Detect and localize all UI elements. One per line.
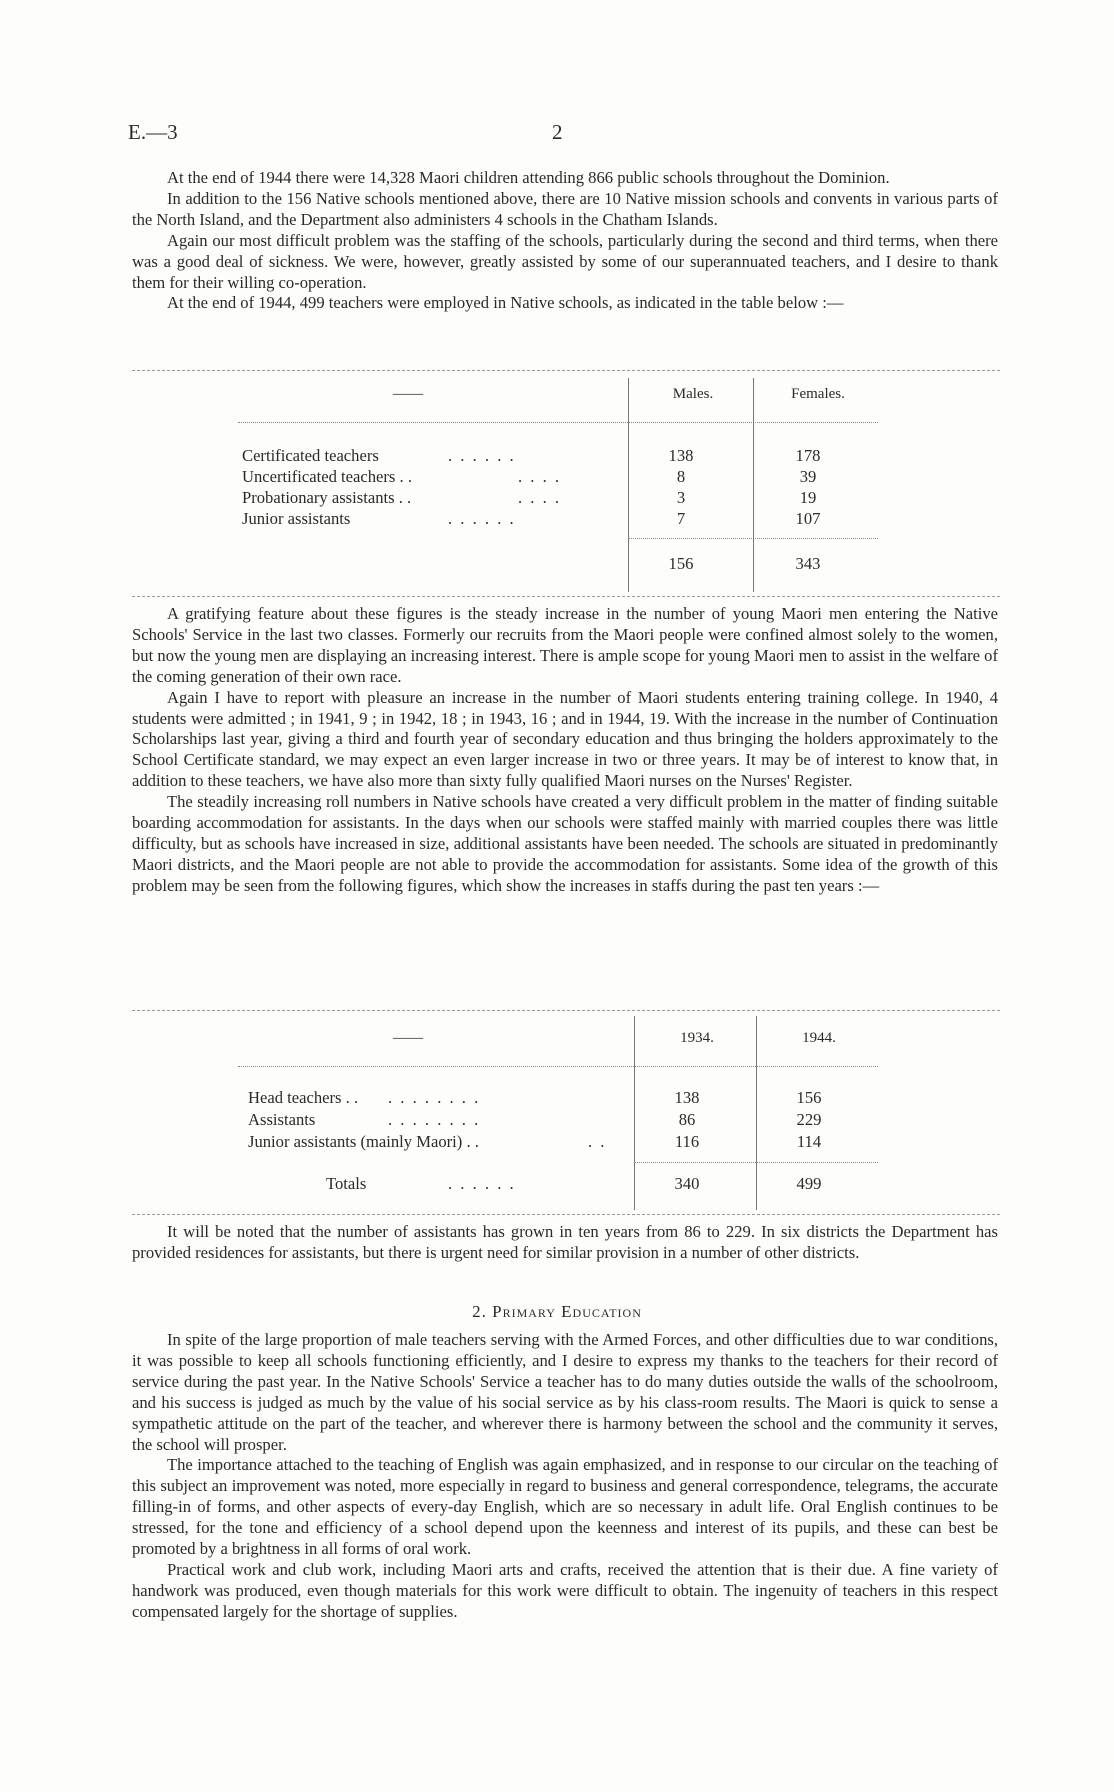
table-bottom-rule xyxy=(132,596,1000,597)
column-header-1944: 1944. xyxy=(802,1030,836,1046)
section-number: 2. xyxy=(472,1302,487,1321)
paragraph: It will be noted that the number of assistants has grown in ten years from 86 to 229. In six districts the Department has provided residences for assistants, but there is urgent need for similar provision in a number of other districts. xyxy=(132,1222,998,1262)
leader-dots: . . . . . . xyxy=(448,509,516,528)
paragraph: Practical work and club work, including Maori arts and crafts, received the attention that is their due. A fine variety of handwork was produced, even though materials for this work were difficult to obtain. The ingenuity of teachers in this respect compensated largely for the shortage of supplies. xyxy=(132,1559,998,1621)
leader-dots: . . . . . . . . xyxy=(388,1088,481,1107)
leader-dots: . . xyxy=(588,1132,607,1151)
value-1934: 138 xyxy=(674,1088,700,1107)
total-1934: 340 xyxy=(674,1174,700,1193)
column-divider xyxy=(634,1016,635,1210)
females-value: 39 xyxy=(799,467,817,486)
paragraph: In addition to the 156 Native schools mentioned above, there are 10 Native mission schools and convents in various parts of the North Island, and the Department also administers 4 schools in the Chatham Islands. xyxy=(132,188,998,229)
males-value: 8 xyxy=(676,467,686,486)
males-value: 138 xyxy=(668,446,694,465)
males-value: 7 xyxy=(676,509,686,528)
table-top-rule xyxy=(132,1010,1000,1011)
section-title: Primary Education xyxy=(492,1302,642,1321)
intro-section xyxy=(132,168,998,314)
males-value: 3 xyxy=(676,488,686,507)
paragraph: Again our most difficult problem was the staffing of the schools, particularly during the second and third terms, when there was a good deal of sickness. We were, however, greatly assisted by some of our superannuated teachers, and I desire to thank them for their willing co-operation. xyxy=(132,230,998,292)
paragraph: At the end of 1944 there were 14,328 Maori children attending 866 public schools throughout the Dominion. xyxy=(167,168,890,187)
column-divider xyxy=(628,378,629,592)
value-1944: 156 xyxy=(796,1088,822,1107)
value-1934: 116 xyxy=(674,1132,700,1151)
females-value: 178 xyxy=(795,446,821,465)
totals-rule xyxy=(628,538,878,539)
paragraph: The importance attached to the teaching of English was again emphasized, and in response to our circular on the teaching of this subject an improvement was noted, more especially in regard to business and general correspondence, telegrams, the accurate filling-in of forms, and other aspects of every-day English, which are so necessary in adult life. Oral English continues to be stressed, for the tone and efficiency of a school depend upon the keenness and interest of its pupils, and these can best be promoted by a brightness in all forms of oral work. xyxy=(132,1455,998,1559)
column-divider xyxy=(756,1016,757,1210)
totals-label: Totals xyxy=(326,1174,367,1193)
page-number: 2 xyxy=(552,120,563,144)
staff-growth-table xyxy=(238,1016,878,1212)
report-reference: E.—3 xyxy=(128,120,178,144)
paragraph: Again I have to report with pleasure an increase in the number of Maori students entering training college. In 1940, 4 students were admitted ; in 1941, 9 ; in 1942, 18 ; in 1943, 16 ; and in 1944, 19. With the increase in the number of Continuation Scholarships last year, giving a third and fourth year of secondary education and thus bringing the holders approximately to the School Certificate standard, we may expect an even larger increase in two or three years. It may be of interest to know that, in addition to these teachers, we have also more than sixty fully qualified Maori nurses on the Nurses' Register. xyxy=(132,687,998,791)
row-label: Junior assistants xyxy=(242,509,351,528)
column-header-1934: 1934. xyxy=(680,1030,714,1046)
section-heading xyxy=(0,1302,1114,1322)
value-1944: 229 xyxy=(796,1110,822,1129)
paragraph: At the end of 1944, 499 teachers were employed in Native schools, as indicated in the table below :— xyxy=(167,293,844,313)
leader-dots: . . . . . . xyxy=(448,446,516,465)
table-corner: —— xyxy=(393,386,423,402)
totals-rule xyxy=(634,1162,878,1163)
females-total: 343 xyxy=(795,554,821,573)
after-table-section xyxy=(132,1222,998,1264)
table-corner: —— xyxy=(393,1030,423,1046)
leader-dots: . . . . xyxy=(518,488,562,507)
row-label: Certificated teachers xyxy=(242,446,379,465)
value-1944: 114 xyxy=(796,1132,822,1151)
leader-dots: . . . . xyxy=(518,467,562,486)
teachers-by-sex-table xyxy=(238,378,878,594)
males-total: 156 xyxy=(668,554,694,573)
primary-education-section xyxy=(132,1330,998,1623)
column-header-females: Females. xyxy=(791,386,845,402)
paragraph: A gratifying feature about these figures is the steady increase in the number of young Maori men entering the Native Schools' Service in the last two classes. Formerly our recruits from the Maori people were confined almost solely to the women, but now the young men are displaying an increasing interest. There is ample scope for young Maori men to assist in the welfare of the coming generation of their own race. xyxy=(132,604,998,686)
column-divider xyxy=(753,378,754,592)
total-1944: 499 xyxy=(796,1174,822,1193)
value-1934: 86 xyxy=(678,1110,696,1129)
paragraph: In spite of the large proportion of male teachers serving with the Armed Forces, and other difficulties due to war conditions, it was possible to keep all schools functioning efficiently, and I desire to express my thanks to the teachers for their record of service during the past year. In the Native Schools' Service a teacher has to do many duties outside the walls of the schoolroom, and his success is judged as much by the value of his social service as by his class-room results. The Maori is quick to sense a sympathetic attitude on the part of the teacher, and wherever there is harmony between the school and the community it serves, the school will prosper. xyxy=(132,1330,998,1454)
leader-dots: . . . . . . xyxy=(448,1174,516,1193)
females-value: 107 xyxy=(795,509,821,528)
header-rule xyxy=(238,1066,878,1067)
middle-section xyxy=(132,604,998,897)
females-value: 19 xyxy=(799,488,817,507)
table-bottom-rule xyxy=(132,1214,1000,1215)
row-label: Assistants xyxy=(248,1110,316,1129)
header-rule xyxy=(238,422,878,423)
row-label: Probationary assistants . . xyxy=(242,488,412,507)
row-label: Head teachers . . xyxy=(248,1088,359,1107)
row-label: Uncertificated teachers . . xyxy=(242,467,412,486)
column-header-males: Males. xyxy=(672,386,714,402)
row-label: Junior assistants (mainly Maori) . . xyxy=(248,1132,479,1151)
leader-dots: . . . . . . . . xyxy=(388,1110,481,1129)
paragraph: The steadily increasing roll numbers in Native schools have created a very difficult problem in the matter of finding suitable boarding accommodation for assistants. In the days when our schools were staffed mainly with married couples there was little difficulty, but as schools have increased in size, additional assistants have been needed. The schools are situated in predominantly Maori districts, and the Maori people are not able to provide the accommodation for assistants. Some idea of the growth of this problem may be seen from the following figures, which show the increases in staffs during the past ten years :— xyxy=(132,792,998,895)
table-top-rule xyxy=(132,370,1000,371)
